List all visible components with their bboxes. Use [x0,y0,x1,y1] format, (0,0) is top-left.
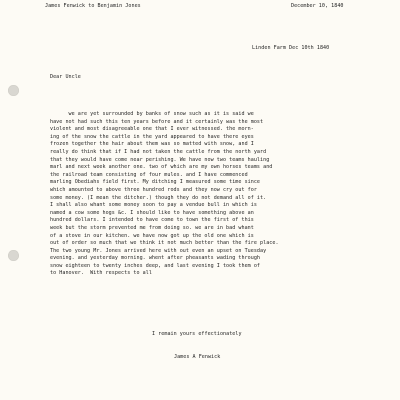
letter-body-line: evening. and yesterday morning. whent after pheasants wading through [50,255,261,262]
header-correspondents: James Fenwick to Benjamin Jones [45,3,141,9]
punch-hole-bottom [8,250,19,261]
letter-body-line: ing of the snow the cattle in the yard appeared to have there eyes [50,133,254,140]
letter-body-line: that they would have come near perishing. We have now two teams hauling [50,156,270,163]
letter-body-line: we are yet surrounded by banks of snow such as it is said we [50,111,254,117]
letter-signature: James A Fenwick [174,354,221,360]
letter-body-line: to Hanover. With respects to all [50,270,152,277]
letter-salutation: Dear Uncle [50,74,81,80]
letter-body-line: hundred dollars. I intended to have come to town the first of this [50,217,254,224]
header-date: December 10, 1840 [291,3,344,9]
letter-body-line: marl and next week another one. two of which are my own horses teams and [50,164,273,171]
letter-body-line: violent and most disagreeable one that I ever witnessed. the morn- [50,126,254,133]
letter-body-line: some money. (I mean the ditcher.) though they do not demand all of it. [50,194,267,201]
letter-body-line: which amounted to above three hundred rods and they now cry out for [50,186,257,193]
letter-body-line: have not had such this ten years before and it certainly was the most [50,118,264,125]
letter-body-line: week but the storm prevented me from doing so. we are in bad whant [50,224,254,231]
letter-body-line: marling Obediahs field first. My ditching I measured some time since [50,179,261,186]
letter-body-line: snow eighteen to twenty inches deep, and last evening I took them of [50,262,261,269]
letter-dateline: Linden Farm Dec 10th 1840 [252,45,330,51]
letter-body-line: really do think that if I had not taken the cattle from the north yard [50,148,267,155]
letter-body [50,111,390,278]
punch-hole-top [8,85,19,96]
letter-body-line: named a cow some hogs &c. I should like to have something above an [50,209,254,216]
letter-body-line: The two young Mr. Jones arrived here with out even an upset on Tuesday [50,247,267,254]
letter-closing: I remain yours effectionately [152,331,242,337]
letter-body-line: I shall also whant some money soon to pay a vendue bull in which is [50,202,257,209]
letter-body-line: the railroad team consisting of four mules. and I have commenced [50,171,248,178]
letter-body-line: out of order so much that we think it not much better than the fire place. [50,240,279,247]
letter-body-line: of a stove in our kitchen. we have now got up the old one which is [50,232,254,239]
letter-body-line: frozen together the hair about them was so matted with snow, and I [50,141,254,148]
